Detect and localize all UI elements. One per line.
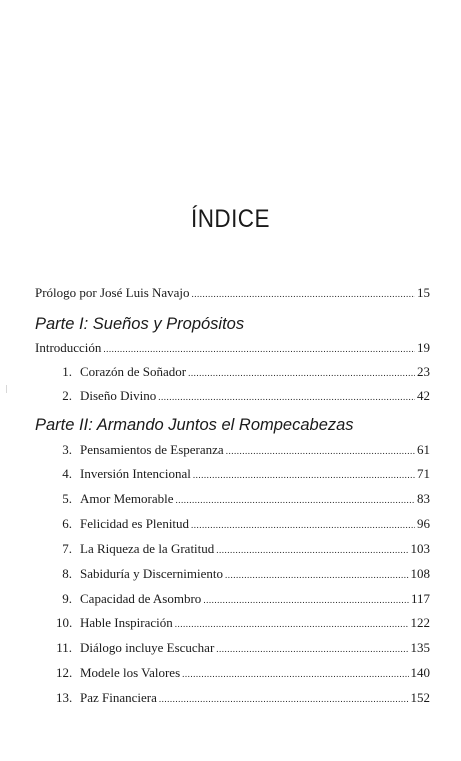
toc-leader-dots (182, 666, 408, 682)
toc-entry-number: 5. (62, 491, 72, 506)
toc-entry-page: 122 (410, 615, 430, 630)
toc-leader-dots (192, 286, 415, 302)
toc-entry-chapter (56, 640, 430, 657)
toc-entry-number: 11. (56, 640, 72, 655)
toc-leader-dots (188, 365, 415, 381)
toc-entry-number: 6. (62, 516, 72, 531)
margin-mark (6, 385, 7, 393)
toc-entry-page: 135 (410, 640, 430, 655)
toc-entry-page: 108 (410, 566, 430, 581)
toc-leader-dots (193, 467, 415, 483)
toc-entry-introduction (35, 340, 430, 357)
toc-entry-title: Diseño Divino (80, 388, 157, 403)
toc-entry-page: 140 (410, 665, 430, 680)
toc-entry-title: Inversión Intencional (80, 466, 191, 481)
toc-entry-page: 42 (417, 388, 430, 403)
toc-entry-chapter (56, 388, 430, 405)
toc-entry-chapter (56, 665, 430, 682)
toc-entry-number: 2. (62, 388, 72, 403)
part-heading-1: Parte I: Sueños y Propósitos (35, 315, 245, 333)
toc-entry-chapter (56, 591, 430, 608)
toc-leader-dots (191, 517, 415, 533)
toc-leader-dots (175, 616, 409, 632)
toc-entry-page: 117 (410, 591, 430, 606)
toc-entry-number: 1. (62, 364, 72, 379)
toc-entry-title: Diálogo incluye Escuchar (80, 640, 215, 655)
toc-leader-dots (226, 443, 415, 459)
toc-entry-chapter (56, 364, 430, 381)
page-title: ÍNDICE (191, 205, 270, 233)
toc-leader-dots (159, 691, 409, 707)
toc-leader-dots (103, 341, 415, 357)
toc-entry-chapter (56, 491, 430, 508)
toc-entry-number: 4. (62, 466, 72, 481)
toc-entry-title: Sabiduría y Discernimiento (80, 566, 223, 581)
toc-entry-page: 19 (417, 340, 430, 355)
toc-leader-dots (176, 492, 415, 508)
toc-entry-title: La Riqueza de la Gratitud (80, 541, 215, 556)
toc-entry-title: Prólogo por José Luis Navajo (35, 285, 190, 300)
toc-entry-number: 7. (62, 541, 72, 556)
toc-entry-title: Felicidad es Plenitud (80, 516, 190, 531)
toc-leader-dots (216, 542, 408, 558)
toc-leader-dots (158, 389, 415, 405)
toc-entry-chapter (56, 516, 430, 533)
toc-entry-chapter (56, 442, 430, 459)
toc-entry-number: 9. (62, 591, 72, 606)
toc-entry-title: Capacidad de Asombro (80, 591, 202, 606)
toc-entry-title: Pensamientos de Esperanza (80, 442, 224, 457)
toc-leader-dots (225, 567, 409, 583)
toc-entry-title: Amor Memorable (80, 491, 174, 506)
toc-entry-chapter (56, 690, 430, 707)
toc-leader-dots (203, 592, 409, 608)
toc-entry-page: 83 (417, 491, 430, 506)
toc-entry-page: 152 (410, 690, 430, 705)
toc-entry-chapter (56, 541, 430, 558)
toc-entry-number: 8. (62, 566, 72, 581)
toc-entry-chapter (56, 466, 430, 483)
toc-entry-title: Hable Inspiración (80, 615, 173, 630)
toc-entry-number: 10. (56, 615, 73, 630)
toc-entry-prologue (35, 285, 430, 302)
toc-entry-title: Modele los Valores (80, 665, 181, 680)
toc-entry-page: 96 (417, 516, 430, 531)
toc-leader-dots (216, 641, 408, 657)
toc-entry-page: 15 (417, 285, 430, 300)
toc-entry-title: Corazón de Soñador (80, 364, 187, 379)
toc-entry-page: 103 (410, 541, 430, 556)
toc-entry-page: 23 (417, 364, 430, 379)
toc-entry-title: Paz Financiera (80, 690, 157, 705)
toc-entry-number: 3. (62, 442, 72, 457)
toc-entry-title: Introducción (35, 340, 102, 355)
toc-entry-page: 61 (417, 442, 430, 457)
toc-entry-chapter (56, 566, 430, 583)
toc-entry-page: 71 (417, 466, 430, 481)
toc-entry-number: 12. (56, 665, 73, 680)
toc-entry-number: 13. (56, 690, 73, 705)
toc-entry-chapter (56, 615, 430, 632)
part-heading-2: Parte II: Armando Juntos el Rompecabezas (35, 416, 354, 434)
